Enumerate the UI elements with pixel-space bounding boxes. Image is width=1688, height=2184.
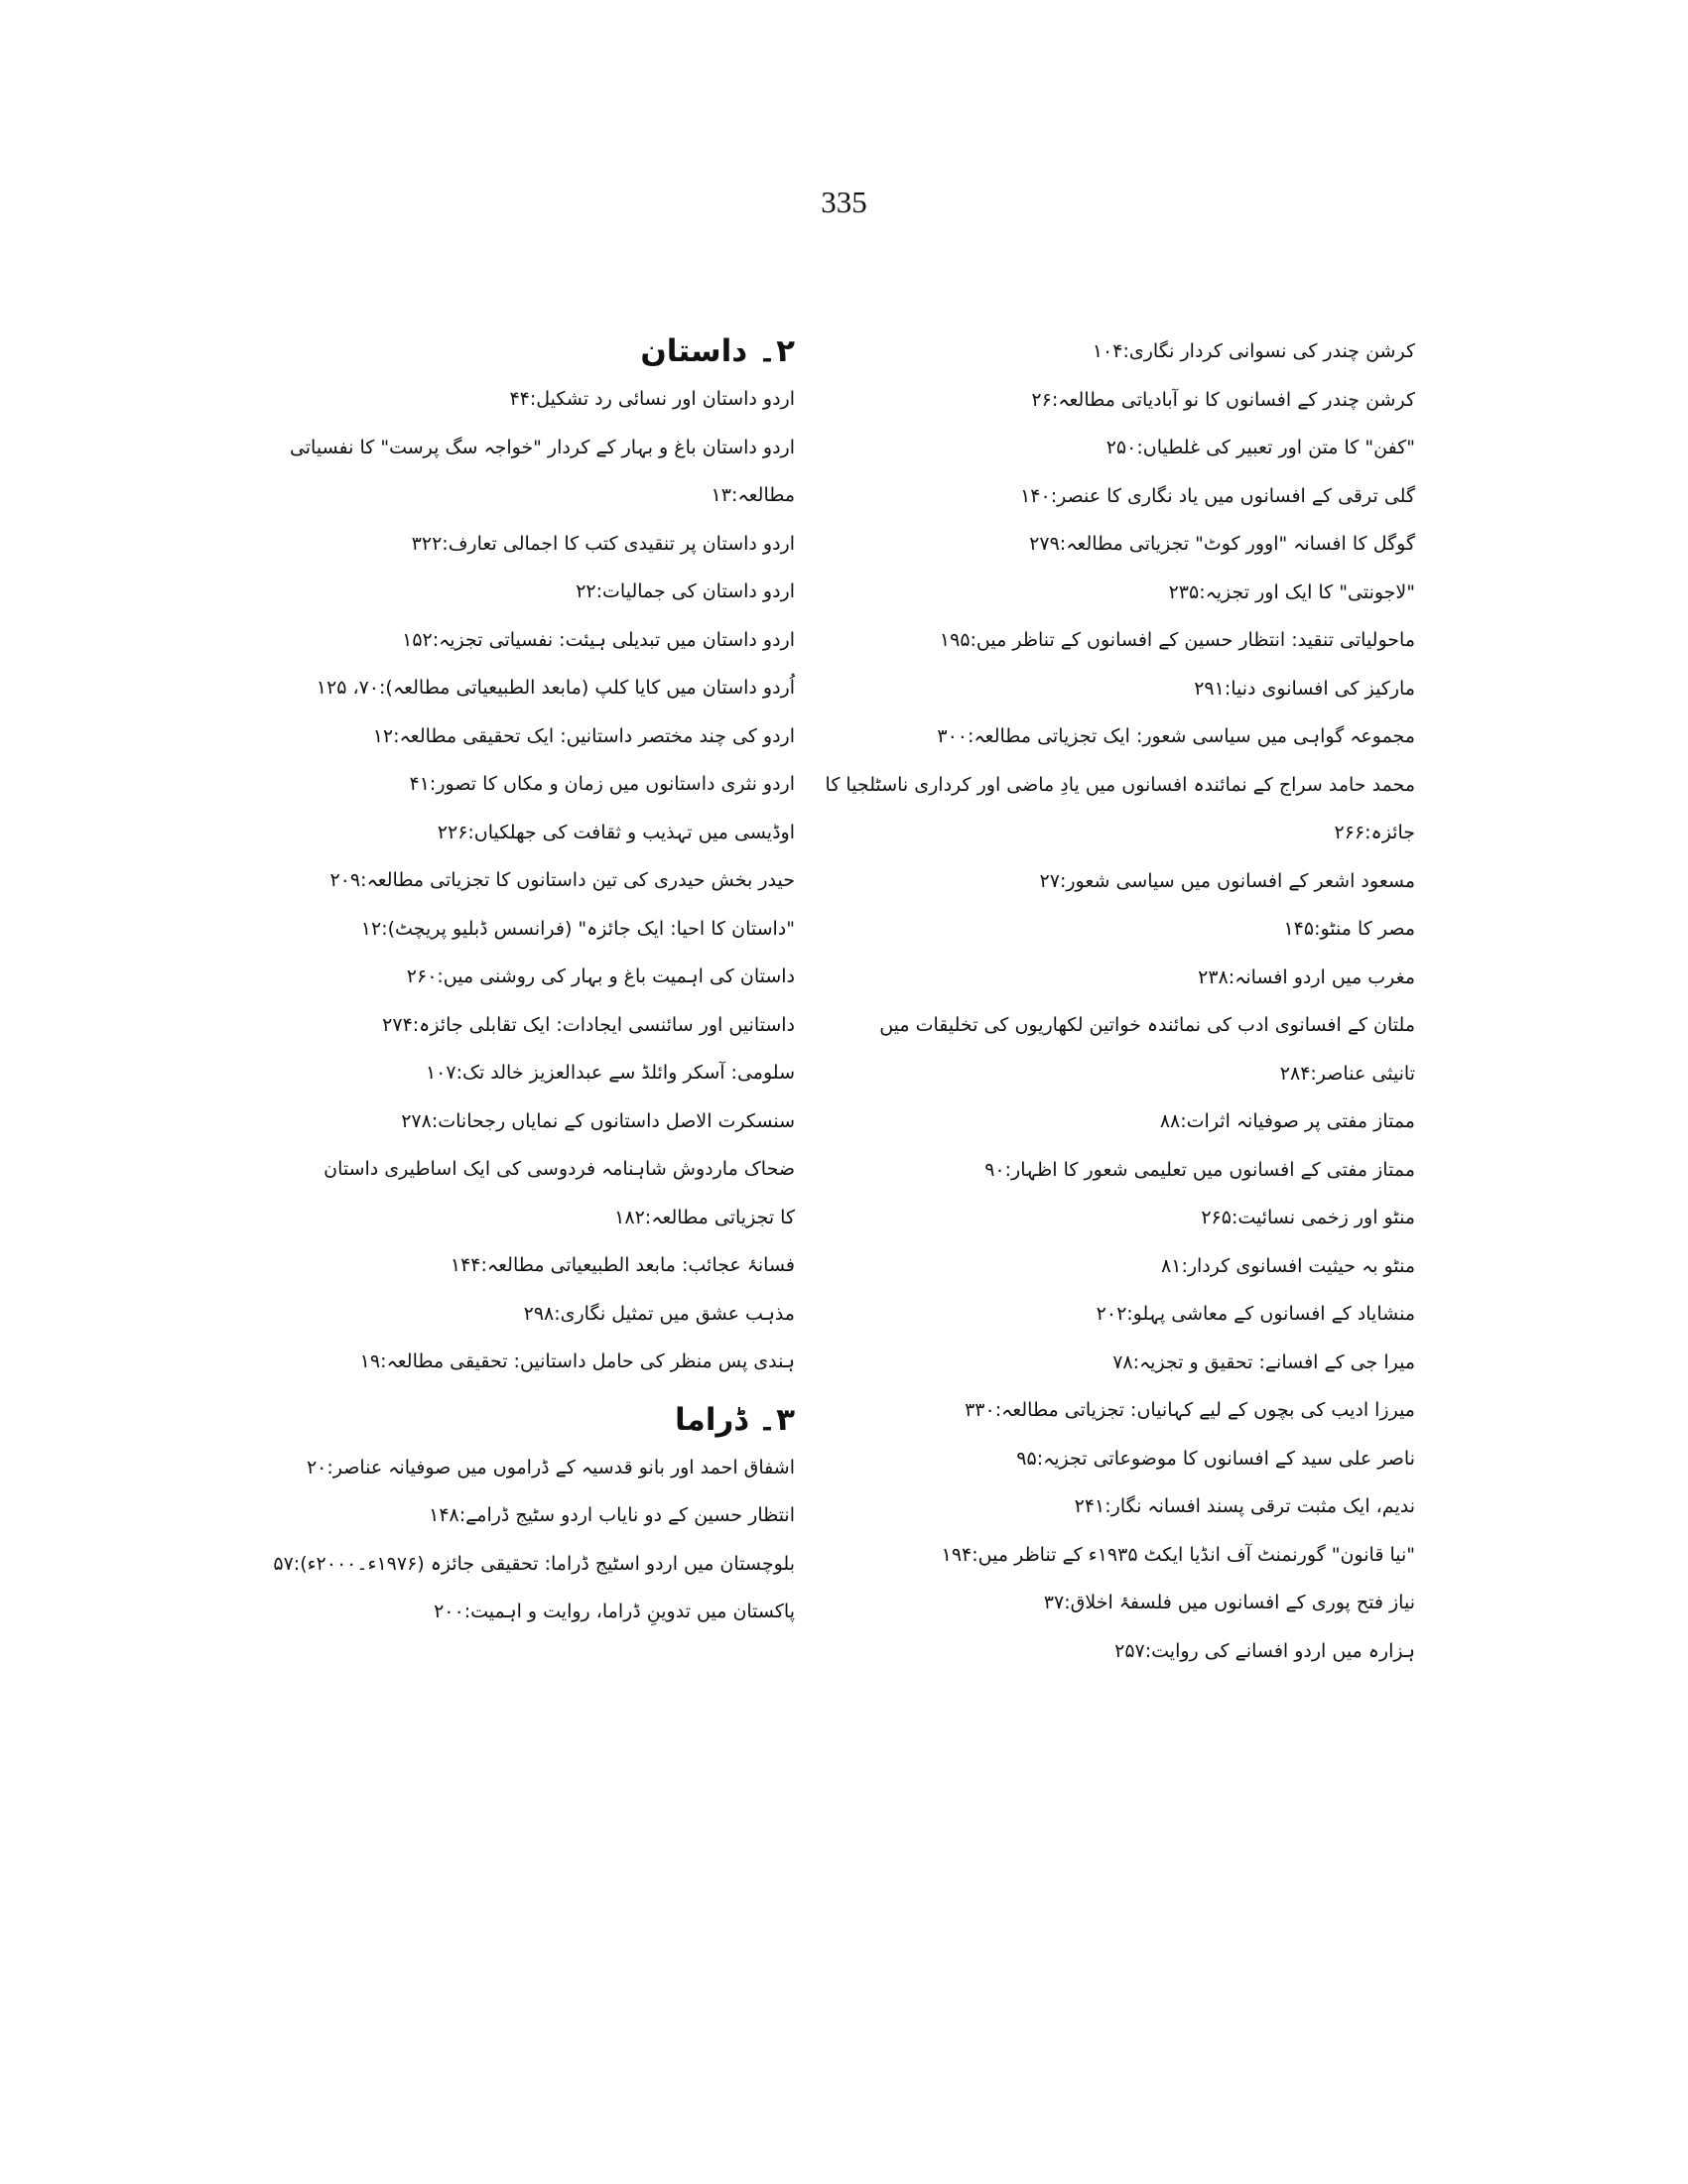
index-entry: ندیم، ایک مثبت ترقی پسند افسانہ نگار:۲۴۱ <box>1074 1495 1415 1517</box>
index-entry: اردو داستان اور نسائی رد تشکیل:۴۴ <box>509 388 795 410</box>
index-entry: "داستان کا احیا: ایک جائزہ" (فرانسس ڈبلیو پریچٹ):۱۲ <box>360 917 795 940</box>
index-entry: فسانۂ عجائب: مابعد الطبیعیاتی مطالعہ:۱۴۴ <box>450 1254 795 1276</box>
index-entry: اردو کی چند مختصر داستانیں: ایک تحقیقی مطالعہ:۱۲ <box>372 724 795 747</box>
index-entry: منشایاد کے افسانوں کے معاشی پہلو:۲۰۲ <box>1096 1303 1415 1325</box>
index-entry: کرشن چندر کی نسوانی کردار نگاری:۱۰۴ <box>1092 340 1415 362</box>
index-entry: ہندی پس منظر کی حامل داستانیں: تحقیقی مطالعہ:۱۹ <box>359 1350 795 1372</box>
index-entry: منٹو بہ حیثیت افسانوی کردار:۸۱ <box>1161 1254 1415 1277</box>
index-entry: اردو داستان کی جمالیات:۲۲ <box>576 580 795 602</box>
index-entry: مسعود اشعر کے افسانوں میں سیاسی شعور:۲۷ <box>1039 869 1415 892</box>
index-entry: اردو داستان پر تنقیدی کتب کا اجمالی تعارف:۳۲۲ <box>411 532 795 555</box>
section-heading-dastan: ۲۔ داستان <box>640 333 795 369</box>
index-entry: ملتان کے افسانوی ادب کی نمائندہ خواتین لکھاریوں کی تخلیقات میں <box>879 1014 1415 1036</box>
index-entry: ہزارہ میں اردو افسانے کی روایت:۲۵۷ <box>1114 1639 1415 1662</box>
index-entry: بلوچستان میں اردو اسٹیج ڈراما: تحقیقی جائزہ (۱۹۷۶ء۔۲۰۰۰ء):۵۷ <box>273 1552 795 1575</box>
index-entry: اُردو داستان میں کایا کلپ (مابعد الطبیعیاتی مطالعہ):۷۰، ۱۲۵ <box>316 677 795 699</box>
index-entry: مجموعہ گواہی میں سیاسی شعور: ایک تجزیاتی مطالعہ:۳۰۰ <box>937 725 1415 747</box>
index-entry: گوگل کا افسانہ "اوور کوٹ" تجزیاتی مطالعہ:۲۷۹ <box>1029 533 1415 555</box>
index-entry: ناصر علی سید کے افسانوں کا موضوعاتی تجزیہ:۹۵ <box>1016 1447 1415 1470</box>
index-column-right <box>800 327 1415 1675</box>
index-entry: "لاجونتی" کا ایک اور تجزیہ:۲۳۵ <box>1168 580 1415 603</box>
index-entry: گلی ترقی کے افسانوں میں یاد نگاری کا عنصر:۱۴۰ <box>1020 484 1415 507</box>
index-entry: مغرب میں اردو افسانہ:۲۳۸ <box>1198 965 1415 988</box>
index-entry: میرزا ادیب کی بچوں کے لیے کہانیاں: تجزیاتی مطالعہ:۳۳۰ <box>965 1399 1415 1421</box>
index-entry: سنسکرت الاصل داستانوں کے نمایاں رجحانات:۲۷۸ <box>401 1109 795 1132</box>
index-entry: کرشن چندر کے افسانوں کا نو آبادیاتی مطالعہ:۲۶ <box>1031 388 1415 411</box>
index-entry-continuation: کا تجزیاتی مطالعہ:۱۸۲ <box>614 1206 795 1228</box>
index-entry: "نیا قانون" گورنمنٹ آف انڈیا ایکٹ ۱۹۳۵ء کے تناظر میں:۱۹۴ <box>941 1543 1415 1566</box>
index-entry: اردو داستان میں تبدیلی ہیئت: نفسیاتی تجزیہ:۱۵۲ <box>402 628 795 651</box>
index-entry-continuation: مطالعہ:۱۳ <box>711 484 795 506</box>
page-number: 335 <box>821 185 867 219</box>
index-entry: حیدر بخش حیدری کی تین داستانوں کا تجزیاتی مطالعہ:۲۰۹ <box>329 869 795 891</box>
index-entry: ماحولیاتی تنقید: انتظار حسین کے افسانوں کے تناظر میں:۱۹۵ <box>939 629 1415 651</box>
index-entry: نیاز فتح پوری کے افسانوں میں فلسفۂ اخلاق:۳۷ <box>1043 1592 1415 1613</box>
index-entry: اردو داستان باغ و بہار کے کردار "خواجہ سگ پرست" کا نفسیاتی <box>289 436 795 458</box>
index-entry: محمد حامد سراج کے نمائندہ افسانوں میں یادِ ماضی اور کرداری ناسٹلجیا کا <box>825 773 1415 796</box>
index-entry: ممتاز مفتی پر صوفیانہ اثرات:۸۸ <box>1159 1110 1415 1132</box>
section-heading-drama: ۳۔ ڈراما <box>675 1401 795 1438</box>
index-column-left <box>180 327 795 1636</box>
index-entry: "کفن" کا متن اور تعبیر کی غلطیاں:۲۵۰ <box>1105 437 1415 458</box>
index-entry: مذہب عشق میں تمثیل نگاری:۲۹۸ <box>523 1302 795 1325</box>
index-entry: داستان کی اہمیت باغ و بہار کی روشنی میں:۲۶۰ <box>406 965 795 987</box>
index-entry: مارکیز کی افسانوی دنیا:۲۹۱ <box>1194 677 1415 700</box>
index-entry: داستانیں اور سائنسی ایجادات: ایک تقابلی جائزہ:۲۷۴ <box>382 1013 795 1036</box>
index-entry: اشفاق احمد اور بانو قدسیہ کے ڈراموں میں صوفیانہ عناصر:۲۰ <box>306 1456 795 1478</box>
index-entry: میرا جی کے افسانے: تحقیق و تجزیہ:۷۸ <box>1112 1350 1415 1373</box>
index-entry: اردو نثری داستانوں میں زمان و مکاں کا تصور:۴۱ <box>409 773 795 795</box>
index-entry-continuation: تانیثی عناصر:۲۸۴ <box>1279 1062 1415 1085</box>
index-entry: سلومی: آسکر وائلڈ سے عبدالعزیز خالد تک:۱۰۷ <box>425 1062 795 1084</box>
index-entry-continuation: جائزہ:۲۶۶ <box>1334 822 1415 843</box>
index-entry: مصر کا منٹو:۱۴۵ <box>1283 918 1415 940</box>
index-entry: ممتاز مفتی کے افسانوں میں تعلیمی شعور کا اظہار:۹۰ <box>984 1158 1415 1181</box>
index-entry: اوڈیسی میں تہذیب و ثقافت کی جھلکیاں:۲۲۶ <box>437 821 795 843</box>
index-entry: منٹو اور زخمی نسائیت:۲۶۵ <box>1201 1207 1415 1228</box>
index-entry: انتظار حسین کے دو نایاب اردو سٹیج ڈرامے:۱۴۸ <box>429 1504 795 1526</box>
index-entry: پاکستان میں تدوینِ ڈراما، روایت و اہمیت:۲۰۰ <box>434 1601 795 1622</box>
index-entry: ضحاک ماردوش شاہنامہ فردوسی کی ایک اساطیری داستان <box>324 1158 795 1180</box>
